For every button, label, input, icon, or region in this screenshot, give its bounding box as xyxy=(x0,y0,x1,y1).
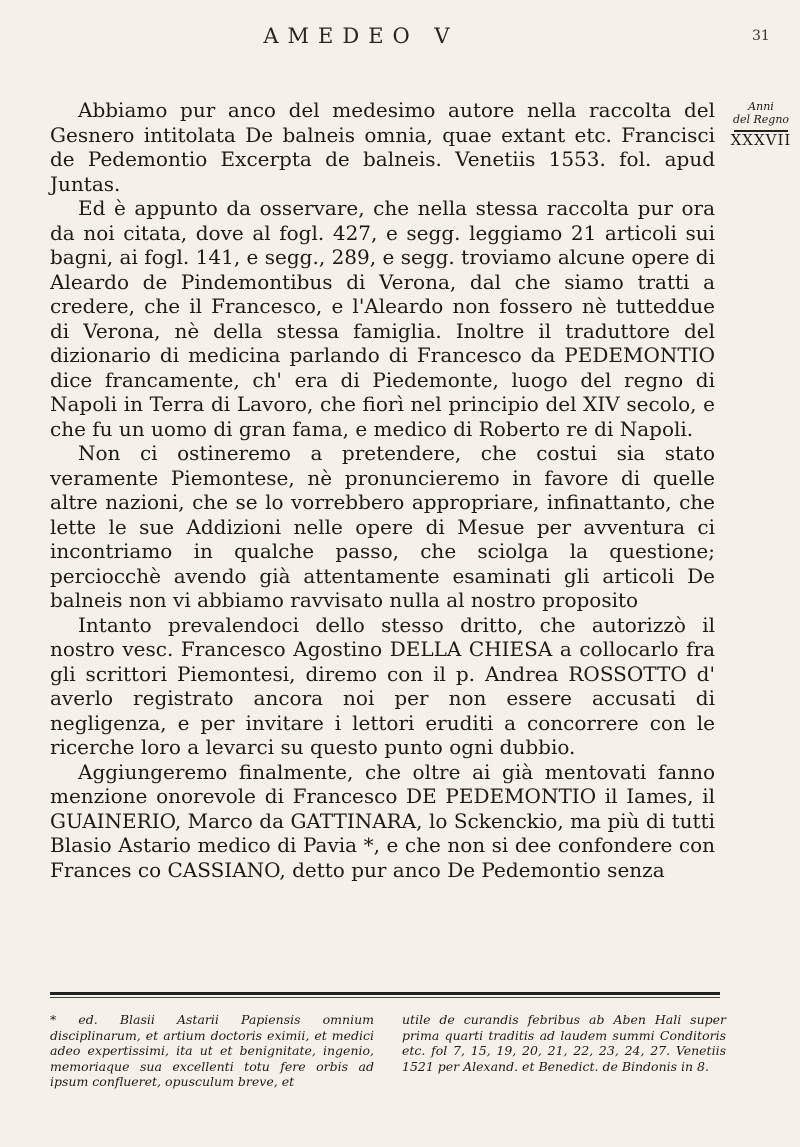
paragraph: Ed è appunto da osservare, che nella stessa raccolta pur ora da noi citata, dove al fogl. 427, e segg. leggiamo 21 articoli sui bagni, ai fogl. 141, e segg., 289, e segg. troviamo alcune opere di Aleardo de Pindemontibus di Verona, dal che siamo tratti a credere, che il Francesco, e l'Aleardo non fossero nè tutteddue di Verona, nè della stessa famiglia. Inoltre il traduttore del dizionario di medicina parlando di Francesco da PEDEMONTIO dice francamente, ch' era di Piedemonte, luogo del regno di Napoli in Terra di Lavoro, che fiorì nel principio del XIV secolo, e che fu un uomo di gran fama, e medico di Roberto re di Napoli. xyxy=(50,196,715,441)
footnote-separator xyxy=(50,992,720,995)
paragraph: Aggiungeremo finalmente, che oltre ai già mentovati fanno menzione onorevole di Francesco DE PEDEMONTIO il Iames, il GUAINERIO, Marco da GATTINARA, lo Sckenckio, ma più di tutti Blasio Astario medico di Pavia *, e che non si dee confondere con Frances co CASSIANO, detto pur anco De Pedemontio senza xyxy=(50,759,715,882)
running-title: AMEDEO V xyxy=(263,24,459,48)
paragraph: Non ci ostineremo a pretendere, che costui sia stato veramente Piemontese, nè pronuncieremo in favore di quelle altre nazioni, che se lo vorrebbero appropriare, infinattanto, che lette le sue Addizioni nelle opere di Mesue per avventura ci incontriamo in qualche passo, che sciolga la questione; perciocchè avendo già attentamente esaminati gli articoli De balneis non vi abbiamo ravvisato nulla al nostro proposito xyxy=(50,441,715,612)
margin-label-anni: Anni xyxy=(748,100,774,113)
margin-note xyxy=(728,100,794,147)
paragraph: Intanto prevalendoci dello stesso dritto, che autorizzò il nostro vesc. Francesco Agostino DELLA CHIESA a collocarlo fra gli scrittori Piemontesi, diremo con il p. Andrea ROSSOTTO d' averlo registrato ancora noi per non essere accusati di negligenza, e per invitare i lettori eruditi a concorrere con le ricerche loro a levarci su questo punto ogni dubbio. xyxy=(50,612,715,759)
footnote-left-column: * ed. Blasii Astarii Papiensis omnium disciplinarum, et artium doctoris eximii, et medici adeo expertissimi, ita ut et benignitate, ingenio, memoriaque sua excellenti totu fere orbis ad ipsum conflueret, opusculum breve, et xyxy=(50,1012,374,1089)
body-text xyxy=(50,98,715,882)
regnal-year: XXXVII xyxy=(730,131,792,149)
paragraph: Abbiamo pur anco del medesimo autore nella raccolta del Gesnero intitolata De balneis omnia, quae extant etc. Francisci de Pedemontio Excerpta de balneis. Venetiis 1553. fol. apud Juntas. xyxy=(50,98,715,196)
margin-label-regno: del Regno xyxy=(732,113,790,126)
footnote-right-column: utile de curandis febribus ab Aben Hali super prima quarti traditis ad laudem summi Conditoris etc. fol 7, 15, 19, 20, 21, 22, 23, 24, 27. Venetiis 1521 per Alexand. et Benedict. de Bindonis in 8. xyxy=(402,1012,726,1074)
footnote xyxy=(50,1012,726,1090)
page-number: 31 xyxy=(752,28,770,44)
footnote-separator-thin xyxy=(50,997,720,998)
